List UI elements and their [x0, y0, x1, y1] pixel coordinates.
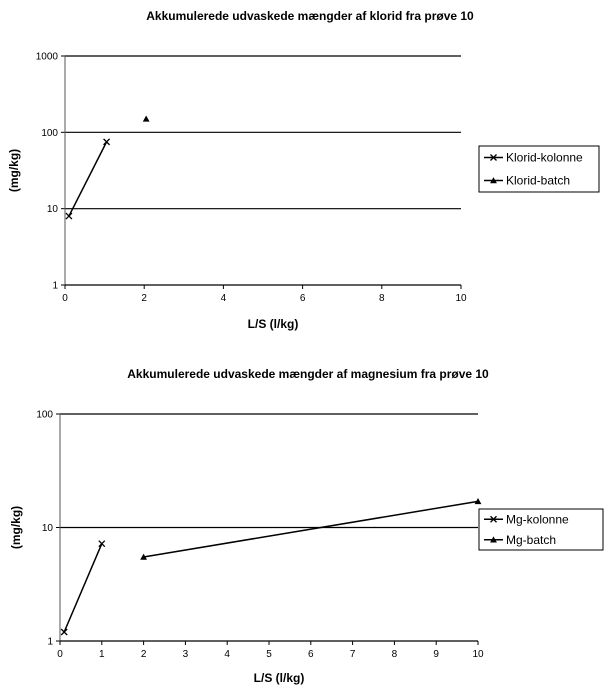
y-tick-label: 1 [52, 280, 58, 292]
legend-label: Klorid-kolonne [506, 150, 583, 165]
series-line [64, 544, 102, 632]
y-tick-label: 10 [41, 523, 53, 534]
x-tick-label: 6 [308, 649, 314, 660]
y-tick-label: 10 [46, 204, 58, 216]
x-tick-label: 10 [472, 649, 484, 660]
y-axis-title: (mg/kg) [7, 148, 21, 193]
y-tick-label: 100 [41, 127, 58, 139]
chart-magnesium [9, 367, 603, 685]
y-axis-title: (mg/kg) [9, 505, 23, 550]
series-line [144, 501, 478, 557]
x-axis-title: L/S (l/kg) [253, 671, 305, 685]
x-tick-label: 9 [433, 649, 439, 660]
x-tick-label: 6 [299, 293, 306, 304]
series-line [69, 142, 107, 216]
x-tick-label: 5 [266, 649, 272, 660]
legend-label: Mg-batch [506, 532, 557, 547]
x-tick-label: 1 [99, 649, 105, 660]
y-tick-label: 1000 [35, 51, 58, 63]
data-point-triangle-marker [143, 115, 150, 121]
x-tick-label: 3 [182, 649, 189, 660]
x-tick-label: 8 [379, 293, 385, 304]
x-tick-label: 0 [62, 293, 68, 304]
x-tick-label: 4 [220, 293, 227, 304]
chart-title: Akkumulerede udvaskede mængder af klorid fra prøve 10 [146, 9, 474, 23]
x-axis-title: L/S (l/kg) [247, 317, 299, 331]
data-point-x-marker [61, 629, 67, 635]
data-point-x-marker [99, 541, 105, 547]
data-point-x-marker [66, 213, 72, 219]
x-tick-label: 4 [224, 649, 230, 660]
x-tick-label: 2 [140, 649, 147, 660]
legend-label: Mg-kolonne [506, 512, 569, 527]
x-tick-label: 0 [57, 649, 63, 660]
data-point-x-marker [104, 139, 110, 145]
legend-label: Klorid-batch [506, 173, 571, 188]
x-tick-label: 10 [455, 293, 467, 304]
chart-klorid [7, 9, 599, 331]
chart-title: Akkumulerede udvaskede mængder af magnesium fra prøve 10 [127, 367, 489, 381]
x-tick-label: 8 [391, 649, 398, 660]
x-tick-label: 7 [349, 649, 356, 660]
x-tick-label: 2 [141, 293, 147, 304]
y-tick-label: 100 [36, 409, 53, 421]
y-tick-label: 1 [47, 636, 53, 648]
